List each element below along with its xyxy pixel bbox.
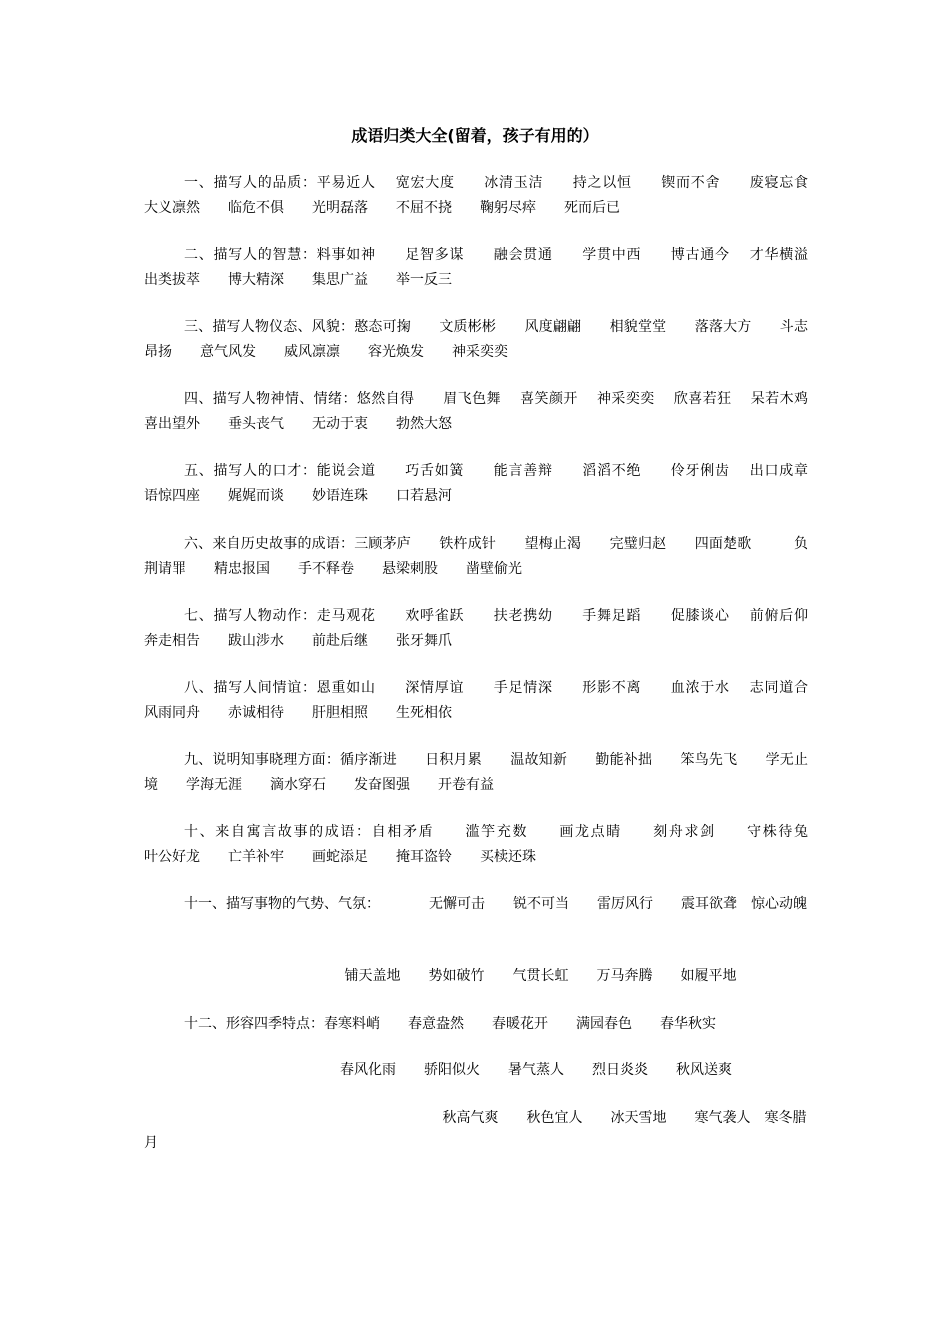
paragraph-11-continuation: 铺天盖地 势如破竹 气贯长虹 万马奔腾 如履平地 [144,968,737,984]
paragraph-6: 六、来自历史故事的成语：三顾茅庐 铁杵成针 望梅止渴 完璧归赵 四面楚歌 负荆请罪 精忠报国 手不释卷 悬梁刺股 凿壁偷光 [144,536,808,577]
paragraph-3: 三、描写人物仪态、风貌：憨态可掬 文质彬彬 风度翩翩 相貌堂堂 落落大方 斗志昂扬 意气风发 威风凛凛 容光焕发 神采奕奕 [144,319,808,360]
paragraph-10: 十、来自寓言故事的成语：自相矛盾 滥竽充数 画龙点睛 刻舟求剑 守株待兔 叶公好龙 亡羊补牢 画蛇添足 掩耳盗铃 买椟还珠 [144,824,864,865]
paragraph-5: 五、描写人的口才：能说会道 巧舌如簧 能言善辩 滔滔不绝 伶牙俐齿 出口成章 语惊四座 娓娓而谈 妙语连珠 口若悬河 [144,463,836,504]
paragraph-11: 十一、描写事物的气势、气氛： 无懈可击 锐不可当 雷厉风行 震耳欲聋 惊心动魄 [184,896,807,912]
paragraph-8: 八、描写人间情谊：恩重如山 深情厚谊 手足情深 形影不离 血浓于水 志同道合 风雨同舟 赤诚相待 肝胆相照 生死相依 [144,680,836,721]
page-title: 成语归类大全(留着，孩子有用的） [351,126,599,145]
paragraph-9: 九、说明知事晓理方面：循序渐进 日积月累 温故知新 勤能补拙 笨鸟先飞 学无止境 学海无涯 滴水穿石 发奋图强 开卷有益 [144,752,808,793]
paragraph-2: 二、描写人的智慧：料事如神 足智多谋 融会贯通 学贯中西 博古通今 才华横溢 出类拔萃 博大精深 集思广益 举一反三 [144,247,836,288]
paragraph-12: 十二、形容四季特点：春寒料峭 春意盎然 春暖花开 满园春色 春华秋实 [184,1016,716,1032]
paragraph-12-continuation-1: 春风化雨 骄阳似火 暑气蒸人 烈日炎炎 秋风送爽 [144,1062,732,1078]
paragraph-4: 四、描写人物神情、情绪：悠然自得 眉飞色舞 喜笑颜开 神采奕奕 欣喜若狂 呆若木鸡 喜出望外 垂头丧气 无动于衷 勃然大怒 [144,391,836,432]
paragraph-12-continuation-2: 秋高气爽 秋色宜人 冰天雪地 寒气袭人 寒冬腊月 [144,1110,807,1151]
paragraph-1: 一、描写人的品质：平易近人 宽宏大度 冰清玉洁 持之以恒 锲而不舍 废寝忘食 大义凛然 临危不俱 光明磊落 不屈不挠 鞠躬尽瘁 死而后已 [144,175,836,216]
paragraph-7: 七、描写人物动作：走马观花 欢呼雀跃 扶老携幼 手舞足蹈 促膝谈心 前俯后仰 奔走相告 跋山涉水 前赴后继 张牙舞爪 [144,608,836,649]
